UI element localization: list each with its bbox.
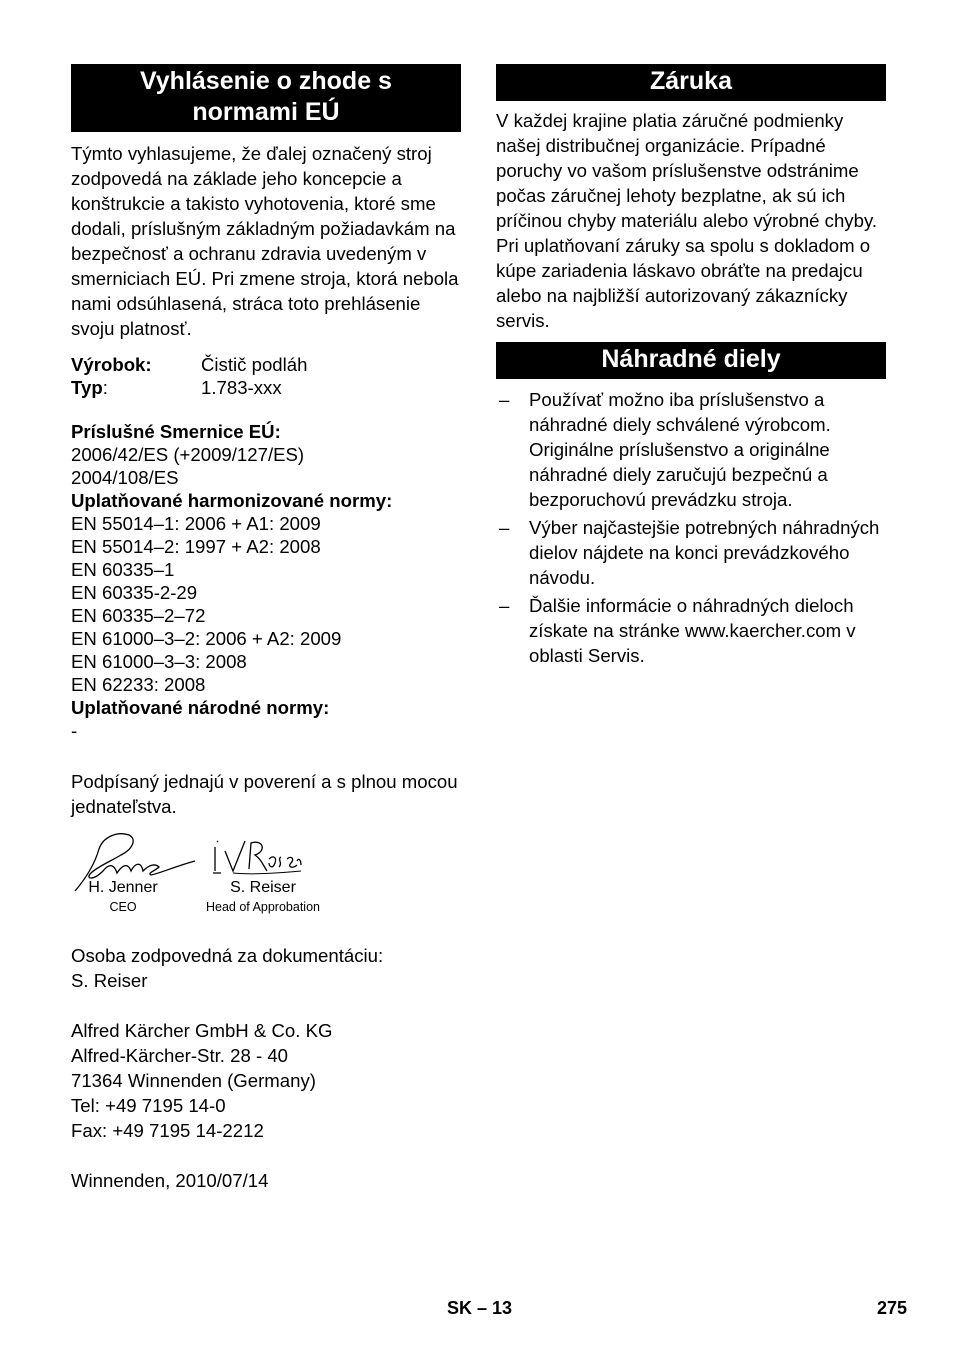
list-item-text: Ďalšie informácie o náhradných dieloch získate na stránke www.kaercher.com v oblasti Servis. — [529, 595, 856, 666]
declaration-heading-line2: normami EÚ — [192, 98, 340, 126]
signatory-reiser — [193, 879, 333, 915]
product-value: Čistič podláh — [201, 354, 308, 375]
declaration-heading — [71, 64, 461, 132]
directives-label: Príslušné Smernice EÚ: — [71, 421, 281, 442]
warranty-column — [496, 64, 886, 671]
address-line: Alfred-Kärcher-Str. 28 - 40 — [71, 1045, 289, 1066]
signatures — [71, 831, 461, 913]
list-item — [496, 387, 886, 512]
list-bullet: – — [499, 389, 510, 410]
footer-section-page: – 13 — [477, 1298, 513, 1318]
place-date: Winnenden, 2010/07/14 — [71, 1170, 269, 1191]
signatory-name: H. Jenner — [88, 879, 158, 896]
directive-item: 2004/108/ES — [71, 467, 179, 488]
type-row — [71, 376, 461, 399]
signatory-role: Head of Approbation — [206, 900, 320, 914]
spare-parts-list — [496, 387, 886, 668]
signatory-name: S. Reiser — [230, 879, 296, 896]
type-label-group — [71, 376, 201, 399]
type-value: 1.783-xxx — [201, 377, 282, 398]
warranty-heading: Záruka — [496, 64, 886, 101]
spare-parts-heading: Náhradné diely — [496, 342, 886, 379]
harmonized-item: EN 61000–3–2: 2006 + A2: 2009 — [71, 628, 342, 649]
product-info — [71, 353, 461, 399]
doc-person-label: Osoba zodpovedná za dokumentáciu: — [71, 945, 384, 966]
product-label: Výrobok: — [71, 354, 152, 375]
list-item-text: Výber najčastejšie potrebných náhradných dielov nájdete na konci prevádzkového návodu. — [529, 517, 880, 588]
national-value: - — [71, 720, 78, 741]
harmonized-item: EN 55014–2: 1997 + A2: 2008 — [71, 536, 321, 557]
harmonized-item: EN 60335-2-29 — [71, 582, 198, 603]
declaration-heading-line1: Vyhlásenie o zhode s — [140, 67, 392, 95]
list-bullet: – — [499, 595, 510, 616]
product-row — [71, 353, 461, 376]
page-number: 275 — [877, 1298, 908, 1318]
footer-section-code: SK — [447, 1298, 473, 1318]
directive-item: 2006/42/ES (+2009/127/ES) — [71, 444, 305, 465]
declaration-intro: Týmto vyhlasujeme, že ďalej označený stroj zodpovedá na základe jeho koncepcie a konštrukcie a takisto vyhotovenia, ktoré sme dodali, príslušným základným požiadavkám na bezpečnosť a ochranu zdravia uvedeným v smerniciach EÚ. Pri zmene stroja, ktorá nebola nami odsúhlasená, stráca toto prehlásenie svoju platnosť. — [71, 143, 459, 339]
list-bullet: – — [499, 517, 510, 538]
signed-text: Podpísaný jednajú v poverení a s plnou mocou jednateľstva. — [71, 771, 458, 817]
doc-person-block — [71, 943, 461, 993]
harmonized-item: EN 61000–3–3: 2008 — [71, 651, 247, 672]
doc-person-name: S. Reiser — [71, 970, 148, 991]
signature-reiser-image — [211, 837, 303, 877]
address-line: Fax: +49 7195 14-2212 — [71, 1120, 264, 1141]
type-colon: : — [102, 377, 108, 398]
standards-block — [71, 420, 461, 742]
list-item — [496, 593, 886, 668]
harmonized-item: EN 55014–1: 2006 + A1: 2009 — [71, 513, 321, 534]
harmonized-item: EN 60335–2–72 — [71, 605, 206, 626]
list-item — [496, 515, 886, 590]
harmonized-item: EN 60335–1 — [71, 559, 175, 580]
declaration-column — [71, 64, 461, 1193]
warranty-text: V každej krajine platia záručné podmienky našej distribučnej organizácie. Prípadné poruchy vo vašom príslušenstve odstránime počas záručnej lehoty bezplatne, ak sú ich príčinou chyby materiálu alebo výrobné chyby. Pri uplatňovaní záruky sa spolu s dokladom o kúpe zariadenia láskavo obráťte na predajcu alebo na najbližší autorizovaný zákaznícky servis. — [496, 110, 878, 331]
address-line: Alfred Kärcher GmbH & Co. KG — [71, 1020, 333, 1041]
harmonized-item: EN 62233: 2008 — [71, 674, 206, 695]
signatory-role: CEO — [109, 900, 137, 914]
list-item-text: Používať možno iba príslušenstvo a náhradné diely schválené výrobcom. Originálne príslušenstvo a originálne náhradné diely zaručujú bezpečnú a bezporuchovú prevádzku stroja. — [529, 389, 831, 510]
type-label: Typ — [71, 377, 103, 398]
harmonized-label: Uplatňované harmonizované normy: — [71, 490, 393, 511]
company-address — [71, 1018, 461, 1143]
address-line: Tel: +49 7195 14-0 — [71, 1095, 226, 1116]
footer-section — [447, 1298, 512, 1319]
national-label: Uplatňované národné normy: — [71, 697, 330, 718]
address-line: 71364 Winnenden (Germany) — [71, 1070, 316, 1091]
signatory-jenner — [75, 879, 171, 915]
